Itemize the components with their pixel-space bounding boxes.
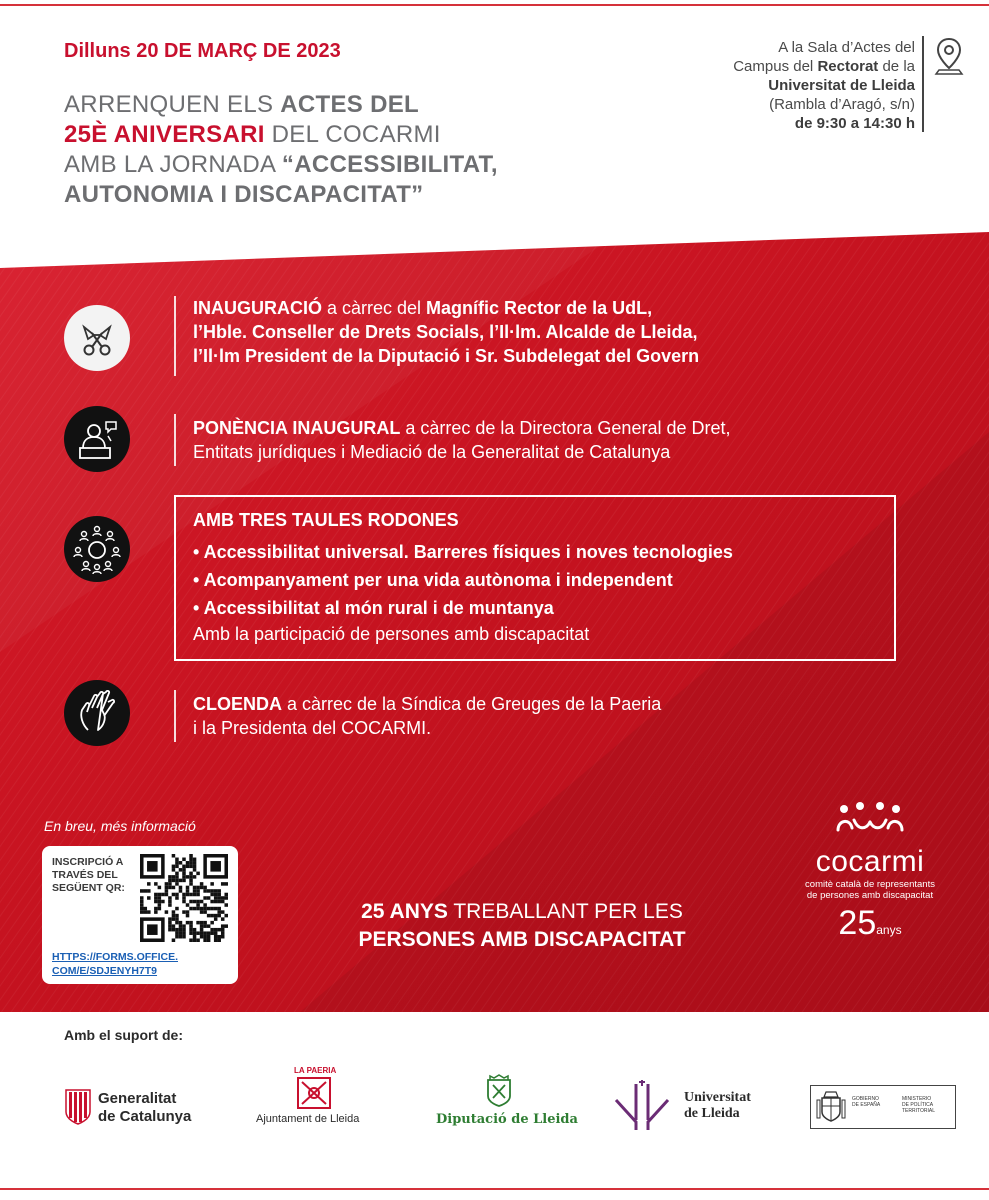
headline-text: ACTES DEL — [280, 91, 419, 118]
registration-label-line: SEGÜENT QR: — [52, 882, 125, 894]
gobierno-label-line: GOBIERNO — [852, 1096, 879, 1102]
cocarmi-logo — [790, 800, 950, 948]
venue-line: A la Sala d’Actes del — [778, 39, 915, 56]
item-text: i la Presidenta del COCARMI. — [193, 718, 432, 738]
anniversary-badge — [790, 905, 950, 948]
ministerio-label-line: DE POLÍTICA TERRITORIAL — [902, 1102, 935, 1114]
venue-text: Campus del — [733, 58, 818, 75]
registration-link-line[interactable]: HTTPS://FORMS.OFFICE. — [52, 951, 178, 963]
roundtables-list — [193, 538, 733, 622]
ponencia-text — [193, 416, 731, 464]
venue-divider — [922, 36, 924, 132]
location-pin-icon — [934, 36, 964, 76]
udl-logo-icon — [612, 1080, 672, 1132]
headline — [64, 90, 624, 210]
venue-info — [655, 38, 915, 133]
generalitat-flag-icon — [64, 1088, 92, 1126]
venue-line — [655, 76, 915, 95]
roundtables-title: AMB TRES TAULES RODONES — [193, 510, 459, 530]
cocarmi-name: cocarmi — [815, 845, 925, 878]
ajuntament-name: Ajuntament de Lleida — [256, 1113, 360, 1125]
registration-label — [52, 856, 132, 895]
roundtable-item: • Accessibilitat al món rural i de muntanya — [193, 594, 733, 622]
slogan-text: TREBALLANT PER LES — [447, 900, 683, 923]
diputacio-name: Diputació de Lleida — [436, 1112, 578, 1127]
bottom-rule — [0, 1188, 989, 1190]
udl-name-line: de Lleida — [684, 1106, 740, 1121]
item-text: a càrrec de la Directora General de Dret, — [400, 418, 731, 438]
anniversary-anys: anys — [876, 923, 902, 937]
spain-coat-of-arms-icon — [816, 1090, 846, 1124]
item-text: a càrrec del — [322, 298, 427, 318]
paeria-crest-icon — [296, 1076, 332, 1110]
registration-label-line: TRAVÉS DEL — [52, 869, 118, 881]
item-divider — [174, 414, 176, 466]
paeria-label: LA PAERIA — [294, 1066, 337, 1075]
more-info-note: En breu, més informació — [44, 818, 196, 834]
top-rule — [0, 4, 989, 6]
roundtable-item: • Acompanyament per una vida autònoma i independent — [193, 566, 733, 594]
udl-name-line: Universitat — [684, 1090, 751, 1105]
registration-card — [42, 846, 238, 984]
roundtable-item: • Accessibilitat universal. Barreres físiques i noves tecnologies — [193, 538, 733, 566]
diputacio-crest-icon — [486, 1074, 512, 1108]
generalitat-name-line: de Catalunya — [98, 1108, 192, 1125]
inauguracio-text — [193, 296, 699, 368]
registration-link-line[interactable]: COM/E/SDJENYH7T9 — [52, 965, 158, 977]
slogan — [312, 898, 732, 954]
item-text: Magnífic Rector de la UdL, — [426, 298, 653, 318]
generalitat-name-line: Generalitat — [98, 1090, 177, 1107]
item-text: l’Il·lm President de la Diputació i Sr. Subdelegat del Govern — [193, 346, 700, 366]
headline-text: “ACCESSIBILITAT, — [281, 151, 498, 178]
gobierno-label — [852, 1096, 892, 1108]
slogan-text: 25 ANYS — [361, 900, 448, 923]
headline-text: ARRENQUEN ELS — [64, 91, 281, 118]
venue-text: de 9:30 a 14:30 h — [794, 115, 915, 132]
item-title: CLOENDA — [193, 694, 282, 714]
generalitat-name — [98, 1090, 191, 1126]
gobierno-label-line: DE ESPAÑA — [852, 1102, 881, 1108]
sponsors-label: Amb el suport de: — [64, 1027, 184, 1043]
item-title: INAUGURACIÓ — [193, 298, 322, 318]
slogan-text: PERSONES AMB DISCAPACITAT — [358, 928, 686, 951]
ministerio-label — [902, 1096, 952, 1114]
item-title: PONÈNCIA INAUGURAL — [193, 418, 401, 438]
cocarmi-subtitle — [790, 879, 950, 901]
item-text: l’Hble. Conseller de Drets Socials, l’Il·lm. Alcalde de Lleida, — [193, 322, 698, 342]
ministerio-label-line: MINISTERIO — [902, 1096, 932, 1102]
udl-name — [684, 1090, 751, 1122]
headline-text: AMB LA JORNADA — [64, 151, 282, 178]
registration-label-line: INSCRIPCIÓ A — [52, 856, 124, 868]
cocarmi-subtitle-line: de persones amb discapacitat — [806, 890, 934, 901]
roundtable-people-icon — [64, 516, 130, 582]
item-divider — [174, 296, 176, 376]
ribbon-cutting-icon — [64, 305, 130, 371]
people-group-icon — [830, 800, 910, 840]
venue-text: Rectorat — [817, 58, 879, 75]
item-text: a càrrec de la Síndica de Greuges de la Paeria — [282, 694, 662, 714]
cocarmi-subtitle-line: comitè català de representants — [805, 879, 935, 890]
venue-line — [655, 114, 915, 133]
venue-text: Universitat de Lleida — [768, 77, 915, 94]
speaker-podium-icon — [64, 406, 130, 472]
roundtables-note: Amb la participació de persones amb discapacitat — [193, 624, 590, 644]
item-divider — [174, 690, 176, 742]
registration-link[interactable] — [52, 950, 232, 978]
venue-text: de la — [878, 58, 915, 75]
anniversary-number: 25 — [838, 904, 877, 942]
event-date: Dilluns 20 DE MARÇ DE 2023 — [64, 40, 341, 62]
qr-code[interactable] — [140, 854, 228, 942]
headline-highlight: 25È ANIVERSARI — [64, 121, 265, 148]
item-text: Entitats jurídiques i Mediació de la Generalitat de Catalunya — [193, 442, 671, 462]
cloenda-text — [193, 692, 661, 740]
headline-text: AUTONOMIA I DISCAPACITAT” — [64, 181, 424, 208]
headline-text: DEL COCARMI — [264, 121, 441, 148]
venue-line — [655, 57, 915, 76]
waving-hand-icon — [64, 680, 130, 746]
venue-line: (Rambla d’Aragó, s/n) — [769, 96, 915, 113]
